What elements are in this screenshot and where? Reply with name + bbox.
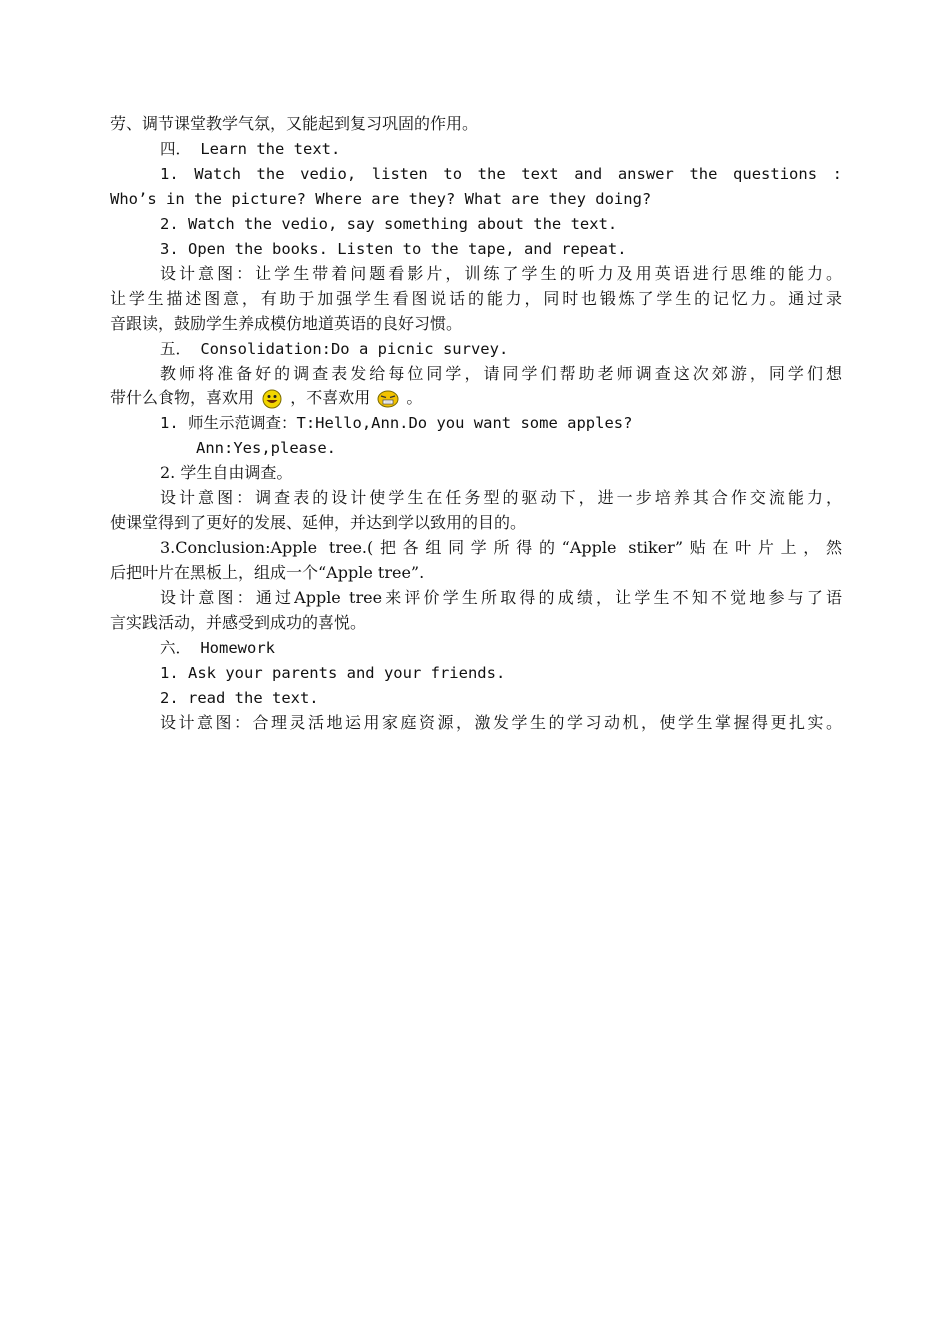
- sad-face-icon: [377, 389, 399, 409]
- paragraph-line-with-icons: [110, 386, 842, 410]
- section-heading: 五． Consolidation:Do a picnic survey.: [160, 340, 509, 358]
- design-intent-line: 设计意图：调查表的设计使学生在任务型的驱动下，进一步培养其合作交流能力，: [160, 488, 842, 507]
- list-item: 1. Ask your parents and your friends.: [160, 664, 506, 682]
- paragraph-line: 3.Conclusion:Apple tree.(把各组同学所得的“Apple stiker”贴在叶片上，然: [160, 538, 842, 557]
- paragraph-line: 劳、调节课堂教学气氛，又能起到复习巩固的作用。: [110, 114, 479, 133]
- text-fragment: 带什么食物，喜欢用: [110, 388, 255, 407]
- text-fragment: 。: [406, 388, 423, 407]
- paragraph-line: 教师将准备好的调查表发给每位同学，请同学们帮助老师调查这次郊游，同学们想: [160, 364, 842, 383]
- text-fragment: ，不喜欢用: [290, 388, 371, 407]
- list-item: 2. read the text.: [160, 689, 319, 707]
- smiley-face-icon: [261, 389, 283, 409]
- paragraph-line: 让学生描述图意，有助于加强学生看图说话的能力，同时也锻炼了学生的记忆力。通过录: [110, 289, 842, 308]
- list-item-continuation: Who’s in the picture? Where are they? What are they doing?: [110, 190, 652, 208]
- list-item: 1. 师生示范调查：T:Hello,Ann.Do you want some apples?: [160, 414, 633, 432]
- paragraph-line: 使课堂得到了更好的发展、延伸，并达到学以致用的目的。: [110, 513, 527, 532]
- section-heading: 四． Learn the text.: [160, 140, 341, 158]
- design-intent-line: 设计意图：通过Apple tree来评价学生所取得的成绩，让学生不知不觉地参与了语: [160, 588, 842, 607]
- list-item: 2. 学生自由调查。: [160, 463, 293, 482]
- design-intent-line: 设计意图：合理灵活地运用家庭资源，激发学生的学习动机，使学生掌握得更扎实。: [160, 713, 842, 732]
- section-heading: 六． Homework: [160, 639, 275, 657]
- list-item: 3. Open the books. Listen to the tape, and repeat.: [160, 240, 627, 258]
- paragraph-line: 音跟读，鼓励学生养成模仿地道英语的良好习惯。: [110, 314, 463, 333]
- design-intent-line: 设计意图：让学生带着问题看影片，训练了学生的听力及用英语进行思维的能力。: [160, 264, 842, 283]
- paragraph-line: 后把叶片在黑板上，组成一个“Apple tree”.: [110, 563, 425, 582]
- list-item: 2. Watch the vedio, say something about the text.: [160, 215, 618, 233]
- list-item-continuation: Ann:Yes,please.: [196, 439, 336, 457]
- paragraph-line: 言实践活动，并感受到成功的喜悦。: [110, 613, 367, 632]
- list-item: 1. Watch the vedio, listen to the text and answer the questions :: [160, 165, 842, 183]
